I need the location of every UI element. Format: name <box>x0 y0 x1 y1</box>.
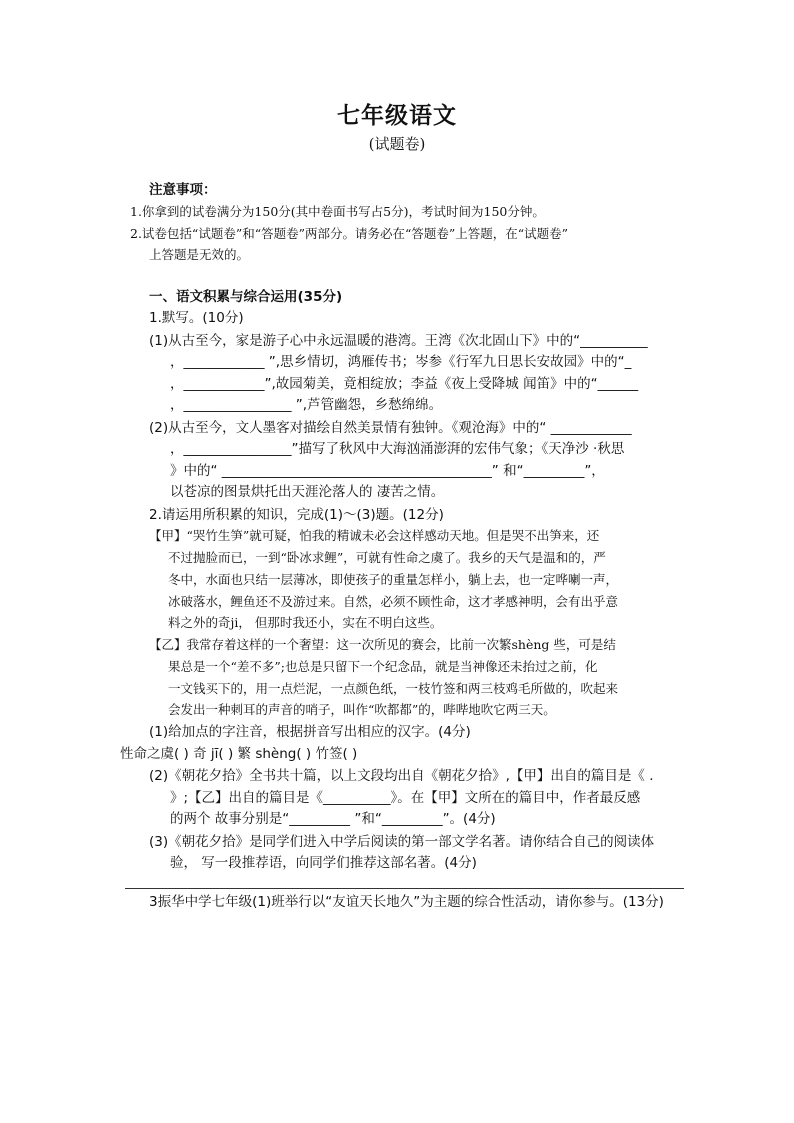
q2-title: 2.请运用所积累的知识，完成(1)～(3)题。(12分) <box>149 507 444 523</box>
q2-sub2-line-3: 的两个 故事分别是“_________ ”和“_________”。(4分) <box>170 811 496 827</box>
q1-part1-line-4: ，________________ ”,芦管幽怨，乡愁绵绵。 <box>170 397 443 413</box>
q1-part2-line-1: (2)从古至今，文人墨客对描绘自然美景情有独钟。《观沧海》中的“ ____________ <box>149 420 632 436</box>
q2-sub3-line-2: 验， 写一段推荐语，向同学们推荐这部名著。(4分) <box>170 855 477 871</box>
passage-jia-line-4: 冰破落水，鲤鱼还不及游过来。自然，必须不顾性命，这才孝感神明，会有出乎意 <box>168 594 619 609</box>
passage-yi-line-3: 一文钱买下的，用一点烂泥，一点颜色纸，一枝竹签和两三枝鸡毛所做的，吹起来 <box>168 681 619 696</box>
q1-part1-line-1: (1)从古至今，家是游子心中永远温暖的港湾。王湾《次北固山下》中的“__________ <box>149 333 648 349</box>
q2-sub2-line-1: (2)《朝花夕拾》全书共十篇，以上文段均出自《朝花夕拾》,【甲】出自的篇目是《 . <box>149 768 654 784</box>
q1-part1-line-3: ，____________”,故园菊美，竟相绽放；李益《夜上受降城 闻笛》中的“______ <box>170 376 639 392</box>
q1-part2-line-3: 》中的“ ________________________________________” 和“_________”， <box>170 463 605 479</box>
passage-yi-line-1: 【乙】我常存着这样的一个奢望：这一次所见的赛会，比前一次繁shèng 些，可是结 <box>149 637 616 652</box>
q2-sub1-items: 性命之虞( ) 奇 jī( ) 繁 shèng( ) 竹签( ) <box>120 746 358 762</box>
q1-part1-line-2: ，____________ ”,思乡情切，鸿雁传书；岑参《行军九日思长安故园》中的“_ <box>170 354 632 370</box>
passage-yi-line-4: 会发出一种刺耳的声音的哨子，叫作“吹都都”的，哔哔地吹它两三天。 <box>168 702 556 717</box>
notes-item-1: 1.你拿到的试卷满分为150分(其中卷面书写占5分)，考试时间为150分钟。 <box>130 204 545 219</box>
q2-sub2-line-2: 》;【乙】出自的篇目是《__________》。在【甲】文所在的篇目中，作者最反感 <box>170 790 641 806</box>
page-title: 七年级语文 <box>337 103 457 129</box>
passage-jia-line-2: 不过抛脸而已，一到“卧冰求鲤”，可就有性命之虞了。我乡的天气是温和的，严 <box>168 550 606 565</box>
q1-part2-line-4: 以苍凉的图景烘托出天涯沦落人的 凄苦之情。 <box>170 484 445 500</box>
notes-item-2-line-1: 2.试卷包括“试题卷”和“答题卷”两部分。请务必在“答题卷”上答题，在“试题卷” <box>130 226 569 241</box>
passage-jia-line-3: 冬中，水面也只结一层薄冰，即使孩子的重量怎样小，躺上去，也一定哗喇一声， <box>168 572 619 587</box>
q2-sub3-line-1: (3)《朝花夕拾》是同学们进入中学后阅读的第一部文学名著。请你结合自己的阅读体 <box>149 834 655 850</box>
notes-item-2-line-2: 上答题是无效的。 <box>149 247 250 262</box>
q2-sub1-title: (1)给加点的字注音，根据拼音写出相应的汉字。(4分) <box>149 724 471 740</box>
passage-yi-line-2: 果总是一个“差不多”;也总是只留下一个纪念品，就是当神像还未抬过之前，化 <box>168 659 598 674</box>
notes-heading: 注意事项： <box>149 182 217 198</box>
q1-title: 1.默写。(10分) <box>149 310 244 326</box>
section-1-heading: 一、语文积累与综合运用(35分) <box>149 289 343 305</box>
page-subtitle: (试题卷) <box>368 135 426 153</box>
q1-part2-line-2: ，________________”描写了秋风中大海汹涌澎湃的宏伟气象；《天净沙 ·秋思 <box>170 441 625 457</box>
separator-line <box>125 888 684 889</box>
passage-jia-line-5: 料之外的奇ji， 但那时我还小，实在不明白这些。 <box>168 615 443 630</box>
q3-title: 3振华中学七年级(1)班举行以“友谊天长地久”为主题的综合性活动，请你参与。(13分) <box>149 894 664 910</box>
passage-jia-line-1: 【甲】“哭竹生笋”就可疑，怕我的精诚未必会这样感动天地。但是哭不出笋来，还 <box>149 528 600 543</box>
